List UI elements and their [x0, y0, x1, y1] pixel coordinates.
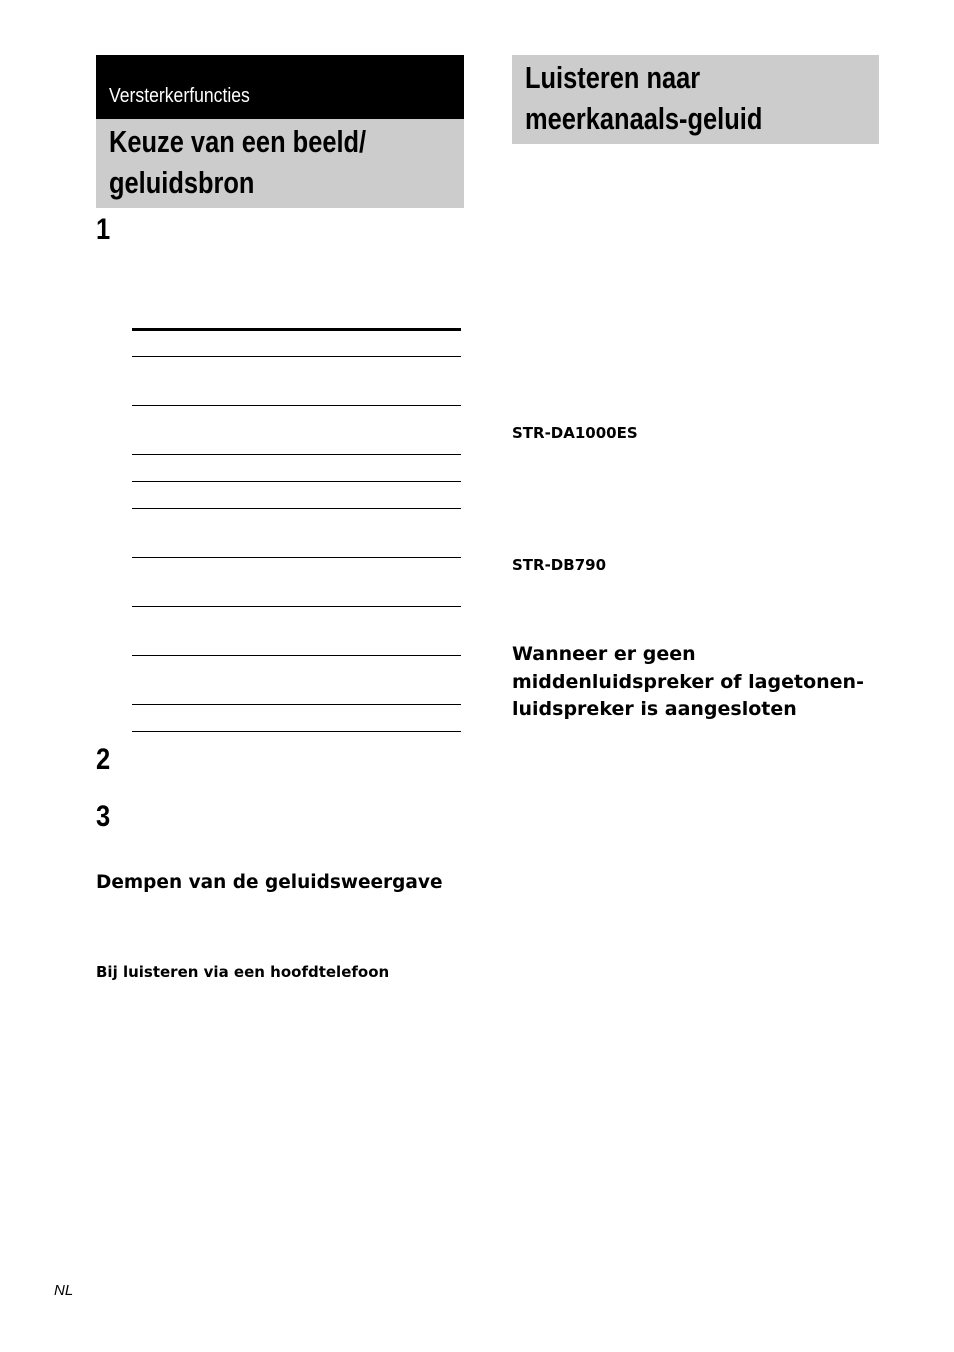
- heading-line: Wanneer er geen: [512, 643, 696, 665]
- model-label: STR-DA1000ES: [512, 424, 638, 442]
- table-rule: [132, 704, 461, 705]
- heading-headphones: Bij luisteren via een hoofdtelefoon: [96, 963, 390, 981]
- table-rule: [132, 481, 461, 482]
- left-title-line2: geluidsbron: [109, 165, 255, 200]
- heading-line: luidspreker is aangesloten: [512, 698, 797, 720]
- heading-line: middenluidspreker of lagetonen-: [512, 670, 864, 693]
- model-label: STR-DB790: [512, 556, 607, 574]
- table-rule-top: [132, 328, 461, 331]
- table-rule-bottom: [132, 731, 461, 732]
- right-title-box: [512, 55, 879, 144]
- right-title-line2: meerkanaals-geluid: [525, 101, 763, 136]
- section-bar: [96, 55, 464, 119]
- step-1-number: 1: [96, 213, 111, 246]
- table-rule: [132, 356, 461, 357]
- heading-mute: Dempen van de geluidsweergave: [96, 872, 443, 893]
- table-rule: [132, 557, 461, 558]
- table-rule: [132, 405, 461, 406]
- heading-no-center-speaker: [512, 641, 892, 724]
- left-title-box: [96, 119, 464, 208]
- table-rule: [132, 508, 461, 509]
- table-rule: [132, 606, 461, 607]
- right-title-line1: Luisteren naar: [525, 60, 701, 95]
- section-label: Versterkerfuncties: [109, 85, 250, 107]
- table-rule: [132, 655, 461, 656]
- step-3-number: 3: [96, 800, 111, 833]
- table-rule: [132, 454, 461, 455]
- footer-language: NL: [54, 1282, 74, 1299]
- step-2-number: 2: [96, 743, 111, 776]
- left-title-line1: Keuze van een beeld/: [109, 124, 367, 159]
